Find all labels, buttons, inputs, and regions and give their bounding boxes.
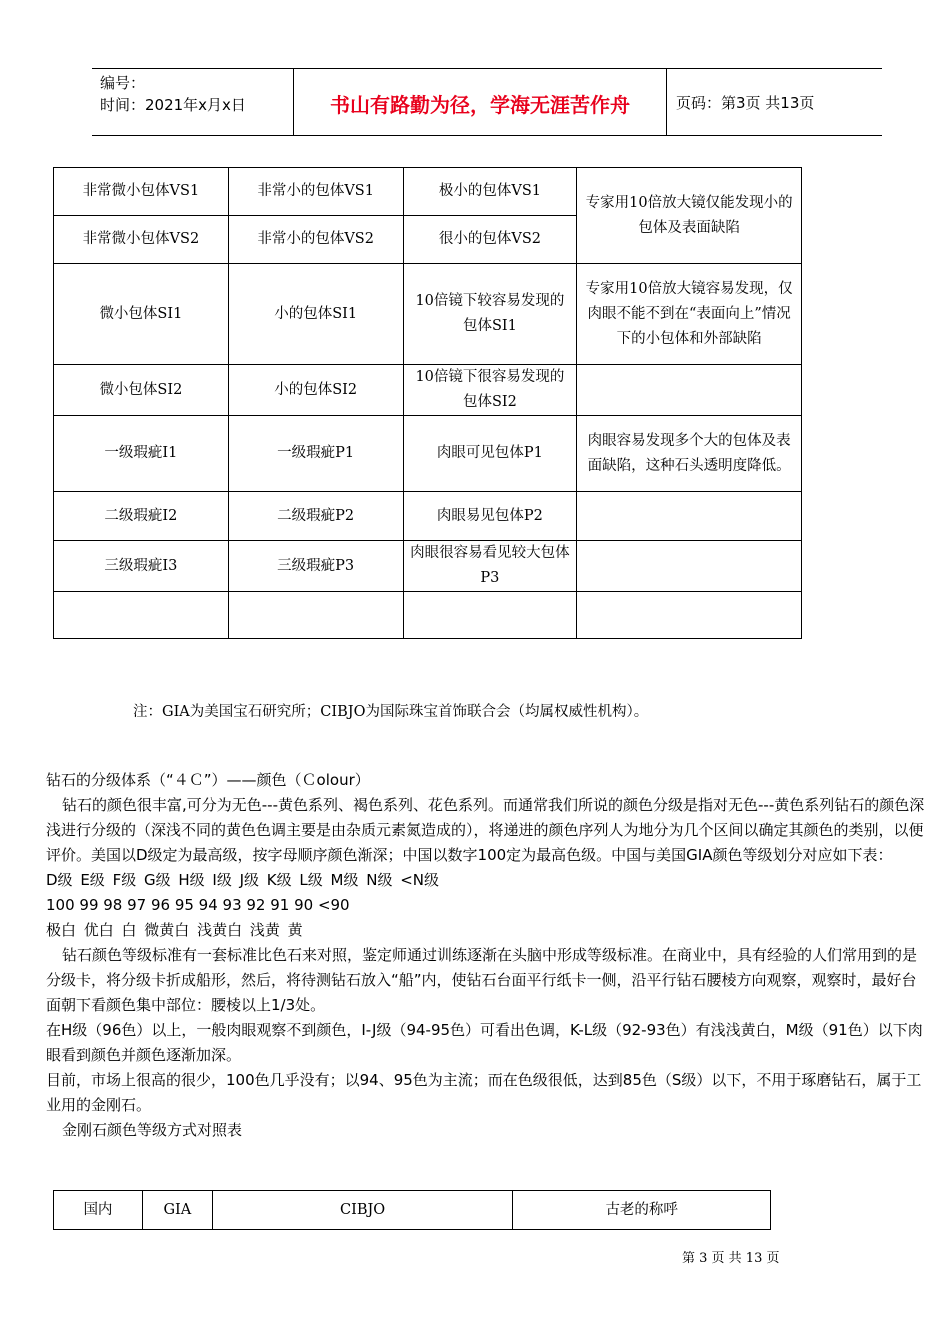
paragraph: 钻石颜色等级标准有一套标准比色石来对照，鉴定师通过训练逐渐在头脑中形成等级标准。在商业中，具有经验的人们常用到的是分级卡，将分级卡折成船形，然后，将待测钻石放入“船”内，使钻石台面平行纸卡一侧，沿平行钻石腰棱方向观察，观察时，最好台面朝下看颜色集中部位：腰棱以上1/3处。 bbox=[46, 946, 918, 1014]
table-cell: 专家用10倍放大镜仅能发现小的包体及表面缺陷 bbox=[577, 168, 802, 264]
table-row bbox=[54, 592, 802, 639]
paragraph: 钻石的颜色很丰富,可分为无色---黄色系列、褐色系列、花色系列。而通常我们所说的颜色分级是指对无色---黄色系列钻石的颜色深浅进行分级的（深浅不同的黄色色调主要是由杂质元素氮造成的），将递进的颜色序列人为地分为几个区间以确定其颜色的类别，以便评价。美国以D级定为最高级，按字母顺序颜色渐深；中国以数字100定为最高色级。中国与美国GIA颜色等级划分对应如下表： bbox=[46, 796, 925, 864]
table-cell: 非常小的包体VS1 bbox=[228, 168, 403, 216]
table-header-row bbox=[54, 1191, 771, 1230]
table-cell: 三级瑕疵I3 bbox=[54, 541, 229, 592]
table-cell: 很小的包体VS2 bbox=[403, 216, 577, 264]
table-row bbox=[54, 492, 802, 541]
header-page-info: 页码：第3页 共13页 bbox=[676, 94, 815, 112]
column-header: 古老的称呼 bbox=[513, 1191, 771, 1230]
table-cell: 极小的包体VS1 bbox=[403, 168, 577, 216]
color-section bbox=[46, 768, 930, 1143]
table-cell: 一级瑕疵P1 bbox=[228, 416, 403, 492]
paragraph: 在H级（96色）以上，一般肉眼观察不到颜色，I-J级（94-95色）可看出色调，K-L级（92-93色）有浅浅黄白，M级（91色）以下肉眼看到颜色并颜色逐渐加深。 bbox=[46, 1021, 923, 1064]
table-cell: 非常微小包体VS1 bbox=[54, 168, 229, 216]
grade-names: 极白 优白 白 微黄白 浅黄白 浅黄 黄 bbox=[46, 921, 303, 939]
table-row bbox=[54, 365, 802, 416]
table-cell: 微小包体SI1 bbox=[54, 264, 229, 365]
table-title: 金刚石颜色等级方式对照表 bbox=[62, 1121, 243, 1139]
doc-time-label: 时间：2021年x月x日 bbox=[100, 96, 246, 114]
table-cell: 肉眼很容易看见较大包体P3 bbox=[403, 541, 577, 592]
doc-number-label: 编号： bbox=[100, 74, 146, 92]
column-header: 国内 bbox=[54, 1191, 143, 1230]
column-header: GIA bbox=[142, 1191, 212, 1230]
section-heading: 钻石的分级体系（“４Ｃ”）——颜色（Ｃolour） bbox=[46, 771, 370, 789]
table-cell bbox=[577, 492, 802, 541]
table-cell bbox=[577, 541, 802, 592]
header-meta bbox=[100, 72, 246, 116]
table-cell: 小的包体SI2 bbox=[228, 365, 403, 416]
table-cell: 专家用10倍放大镜容易发现，仅肉眼不能不到在“表面向上”情况下的小包体和外部缺陷 bbox=[577, 264, 802, 365]
header-motto: 书山有路勤为径，学海无涯苦作舟 bbox=[330, 92, 630, 117]
column-header: CIBJO bbox=[212, 1191, 513, 1230]
paragraph: 目前，市场上很高的很少，100色几乎没有；以94、95色为主流；而在色级很低，达到85色（S级）以下，不用于琢磨钻石，属于工业用的金刚石。 bbox=[46, 1071, 922, 1114]
page-footer: 第 3 页 共 13 页 bbox=[682, 1251, 780, 1266]
table-cell: 肉眼易见包体P2 bbox=[403, 492, 577, 541]
table-cell: 小的包体SI1 bbox=[228, 264, 403, 365]
table-row bbox=[54, 541, 802, 592]
header-bottom-rule bbox=[92, 135, 882, 136]
table-cell: 微小包体SI2 bbox=[54, 365, 229, 416]
table-cell: 二级瑕疵I2 bbox=[54, 492, 229, 541]
color-grade-table bbox=[53, 1190, 771, 1230]
table-cell bbox=[54, 592, 229, 639]
table-cell: 三级瑕疵P3 bbox=[228, 541, 403, 592]
table-cell: 非常微小包体VS2 bbox=[54, 216, 229, 264]
table-row bbox=[54, 416, 802, 492]
table-cell: 肉眼容易发现多个大的包体及表面缺陷，这种石头透明度降低。 bbox=[577, 416, 802, 492]
table-note: 注：GIA为美国宝石研究所；CIBJO为国际珠宝首饰联合会（均属权威性机构）。 bbox=[133, 704, 649, 720]
header-divider-right bbox=[666, 68, 667, 136]
table-row bbox=[54, 168, 802, 216]
table-cell: 肉眼可见包体P1 bbox=[403, 416, 577, 492]
table-cell: 二级瑕疵P2 bbox=[228, 492, 403, 541]
table-row bbox=[54, 264, 802, 365]
grade-letters: D级 E级 F级 G级 H级 I级 J级 K级 L级 M级 N级 <N级 bbox=[46, 871, 440, 889]
clarity-grade-table bbox=[53, 167, 802, 639]
grade-numbers: 100 99 98 97 96 95 94 93 92 91 90 <90 bbox=[46, 896, 350, 914]
table-cell: 非常小的包体VS2 bbox=[228, 216, 403, 264]
table-cell bbox=[577, 365, 802, 416]
table-cell bbox=[577, 592, 802, 639]
table-cell: 10倍镜下很容易发现的包体SI2 bbox=[403, 365, 577, 416]
table-cell: 一级瑕疵I1 bbox=[54, 416, 229, 492]
table-cell: 10倍镜下较容易发现的包体SI1 bbox=[403, 264, 577, 365]
table-cell bbox=[228, 592, 403, 639]
table-cell bbox=[403, 592, 577, 639]
header-top-rule bbox=[92, 68, 882, 69]
